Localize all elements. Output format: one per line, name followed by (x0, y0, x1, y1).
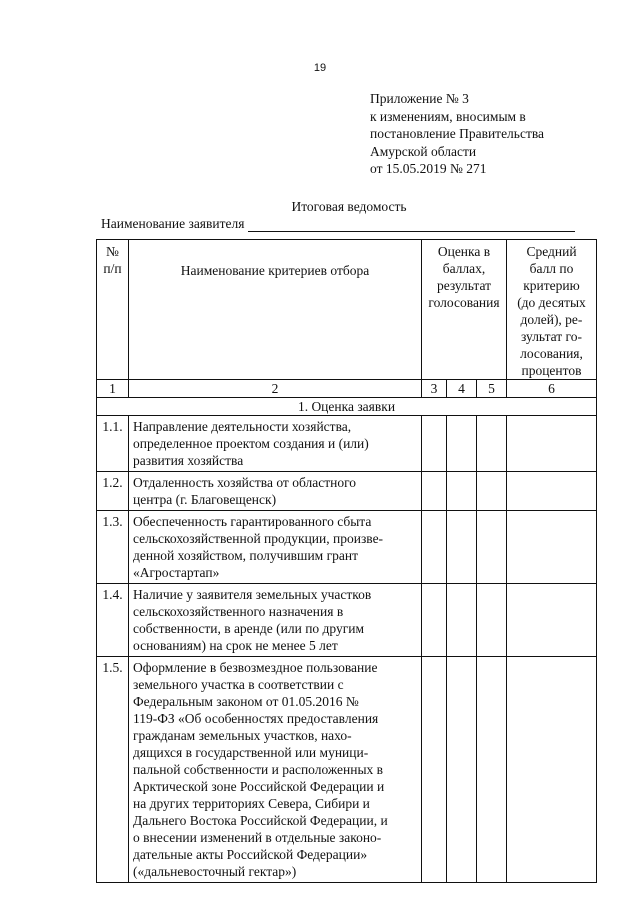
criterion-line: Обеспеченность гарантированного сбыта (133, 514, 372, 529)
criterion-line: центра (г. Благовещенск) (133, 492, 277, 507)
table-row (97, 416, 597, 472)
header-text: п/п (103, 261, 122, 276)
criterion-line: сельскохозяйственной продукции, произве- (133, 531, 384, 546)
average-cell (507, 416, 597, 472)
criteria-table (96, 239, 597, 883)
appendix-line: постановление Правительства (370, 126, 545, 141)
header-text: № (106, 244, 119, 259)
row-number: 1.4. (97, 584, 129, 657)
header-text: критерию (523, 278, 580, 293)
row-number: 1.3. (97, 511, 129, 584)
appendix-line: Приложение № 3 (370, 91, 469, 106)
header-text: результат (436, 278, 492, 293)
column-number-row (97, 380, 597, 398)
header-text: долей), ре- (520, 312, 583, 327)
row-number: 1.5. (97, 657, 129, 883)
criterion-line: гражданам земельных участков, нахо- (133, 728, 352, 743)
applicant-blank-line (248, 217, 575, 232)
header-text: баллах, (442, 261, 486, 276)
header-number (97, 240, 129, 380)
score-cell (477, 511, 507, 584)
criterion-line: Дальнего Востока Российской Федерации, и (133, 813, 388, 828)
score-cell (447, 657, 477, 883)
column-number: 2 (129, 380, 422, 398)
table-header-row (97, 240, 597, 380)
score-cell (477, 657, 507, 883)
column-number: 6 (507, 380, 597, 398)
criterion-line: сельскохозяйственного назначения в (133, 604, 344, 619)
criterion-line: собственности, в аренде (или по другим (133, 621, 365, 636)
criterion-text (129, 472, 422, 511)
column-number: 1 (97, 380, 129, 398)
applicant-label: Наименование заявителя (101, 216, 245, 231)
criterion-line: Наличие у заявителя земельных участков (133, 587, 372, 602)
header-text: Средний (526, 244, 577, 259)
section-title: 1. Оценка заявки (97, 398, 597, 416)
criterion-line: на других территориях Севера, Сибири и (133, 796, 370, 811)
criterion-text (129, 657, 422, 883)
appendix-line: к изменениям, вносимым в (370, 108, 526, 124)
criterion-line: определенное проектом создания и (или) (133, 436, 369, 451)
column-number: 3 (422, 380, 447, 398)
score-cell (422, 511, 447, 584)
score-cell (422, 584, 447, 657)
score-cell (477, 472, 507, 511)
criterion-line: денной хозяйством, получившим грант (133, 548, 358, 563)
appendix-line: от 15.05.2019 № 271 (370, 161, 487, 176)
header-score (422, 240, 507, 380)
criterion-line: «Агростартап» (133, 565, 220, 580)
criterion-line: («дальневосточный гектар») (133, 864, 297, 879)
section-row (97, 398, 597, 416)
criterion-line: пальной собственности и расположенных в (133, 762, 384, 777)
criterion-line: Направление деятельности хозяйства, (133, 419, 352, 434)
table-row (97, 584, 597, 657)
header-text: зультат го- (520, 329, 582, 344)
table-row (97, 511, 597, 584)
score-cell (422, 416, 447, 472)
applicant-field (101, 216, 575, 232)
score-cell (422, 472, 447, 511)
average-cell (507, 472, 597, 511)
criterion-line: о внесении изменений в отдельные законо- (133, 830, 382, 845)
row-number: 1.1. (97, 416, 129, 472)
row-number: 1.2. (97, 472, 129, 511)
average-cell (507, 584, 597, 657)
table-row (97, 472, 597, 511)
score-cell (422, 657, 447, 883)
criterion-line: Арктической зоне Российской Федерации и (133, 779, 385, 794)
average-cell (507, 657, 597, 883)
criterion-text (129, 511, 422, 584)
header-text: лосования, (520, 346, 583, 361)
header-criteria: Наименование критериев отбора (129, 240, 422, 380)
score-cell (447, 472, 477, 511)
score-cell (477, 416, 507, 472)
page-number: 19 (313, 62, 327, 74)
criterion-line: дящихся в государственной или муници- (133, 745, 369, 760)
score-cell (477, 584, 507, 657)
criterion-line: Федеральным законом от 01.05.2016 № (133, 694, 359, 709)
header-text: балл по (529, 261, 574, 276)
criterion-line: развития хозяйства (133, 453, 244, 468)
column-number: 4 (447, 380, 477, 398)
table-row (97, 657, 597, 883)
column-number: 5 (477, 380, 507, 398)
criterion-line: дательные акты Российской Федерации» (133, 847, 368, 862)
score-cell (447, 416, 477, 472)
criterion-text (129, 416, 422, 472)
header-text: (до десятых (517, 295, 586, 310)
criterion-line: земельного участка в соответствии с (133, 677, 344, 692)
average-cell (507, 511, 597, 584)
criterion-text (129, 584, 422, 657)
header-average (507, 240, 597, 380)
criterion-line: Отдаленность хозяйства от областного (133, 475, 357, 490)
appendix-note (370, 90, 544, 178)
header-text: Оценка в (437, 244, 491, 259)
header-text: голосования (428, 295, 500, 310)
criterion-line: 119-ФЗ «Об особенностях предоставления (133, 711, 379, 726)
score-cell (447, 584, 477, 657)
score-cell (447, 511, 477, 584)
document-title: Итоговая ведомость (291, 199, 407, 214)
criterion-line: основаниям) на срок не менее 5 лет (133, 638, 338, 653)
appendix-line: Амурской области (370, 143, 477, 159)
criterion-line: Оформление в безвозмездное пользование (133, 660, 378, 675)
header-text: процентов (521, 363, 582, 378)
